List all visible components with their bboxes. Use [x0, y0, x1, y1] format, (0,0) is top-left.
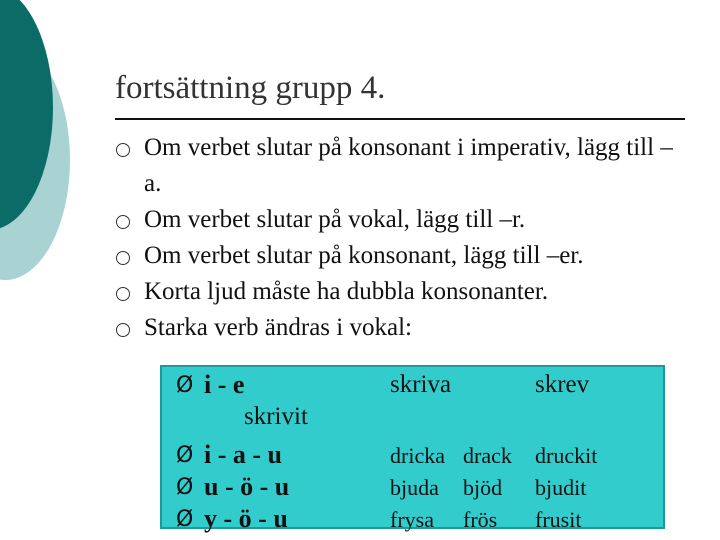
verb-supine: skrivit [244, 403, 308, 430]
bullet-list [112, 130, 684, 346]
vowel-pattern: u - ö - u [204, 472, 290, 501]
verb-preterite: bjöd [463, 475, 503, 500]
verb-infinitive: bjuda [390, 475, 439, 500]
bullet-item [112, 274, 684, 310]
vowel-pattern: i - e [204, 370, 245, 399]
circle-bullet-icon [116, 323, 130, 337]
vowel-pattern: i - a - u [204, 440, 282, 469]
verb-preterite: frös [463, 507, 498, 532]
verb-supine: druckit [535, 443, 598, 468]
arrow-bullet-icon: Ø [176, 475, 194, 500]
bullet-text: Om verbet slutar på konsonant, lägg till –er. [144, 242, 584, 269]
bullet-text: Om verbet slutar på konsonant i imperativ, lägg till –a. [144, 134, 673, 197]
circle-bullet-icon [116, 287, 130, 301]
verb-preterite: skrev [535, 371, 590, 398]
circle-bullet-icon [116, 251, 130, 265]
verb-preterite: drack [463, 443, 512, 468]
circle-bullet-icon [116, 143, 130, 157]
verb-supine: bjudit [535, 475, 587, 500]
verb-table [160, 365, 665, 533]
arrow-bullet-icon: Ø [176, 443, 194, 468]
bullet-text: Starka verb ändras i vokal: [144, 314, 412, 341]
verb-infinitive: frysa [390, 507, 434, 532]
verb-supine: frusit [535, 507, 582, 532]
arrow-bullet-icon: Ø [176, 373, 194, 398]
bullet-item [112, 130, 684, 202]
verb-infinitive: skriva [390, 371, 452, 398]
vowel-pattern: y - ö - u [204, 504, 288, 533]
bullet-text: Korta ljud måste ha dubbla konsonanter. [144, 278, 549, 305]
bullet-text: Om verbet slutar på vokal, lägg till –r. [144, 206, 526, 233]
bullet-item [112, 202, 684, 238]
circle-bullet-icon [116, 215, 130, 229]
bullet-item [112, 238, 684, 274]
bullet-item [112, 310, 684, 346]
verb-infinitive: dricka [390, 443, 445, 468]
title-underline [115, 118, 685, 120]
slide-title: fortsättning grupp 4. [115, 70, 386, 106]
arrow-bullet-icon: Ø [176, 507, 194, 532]
